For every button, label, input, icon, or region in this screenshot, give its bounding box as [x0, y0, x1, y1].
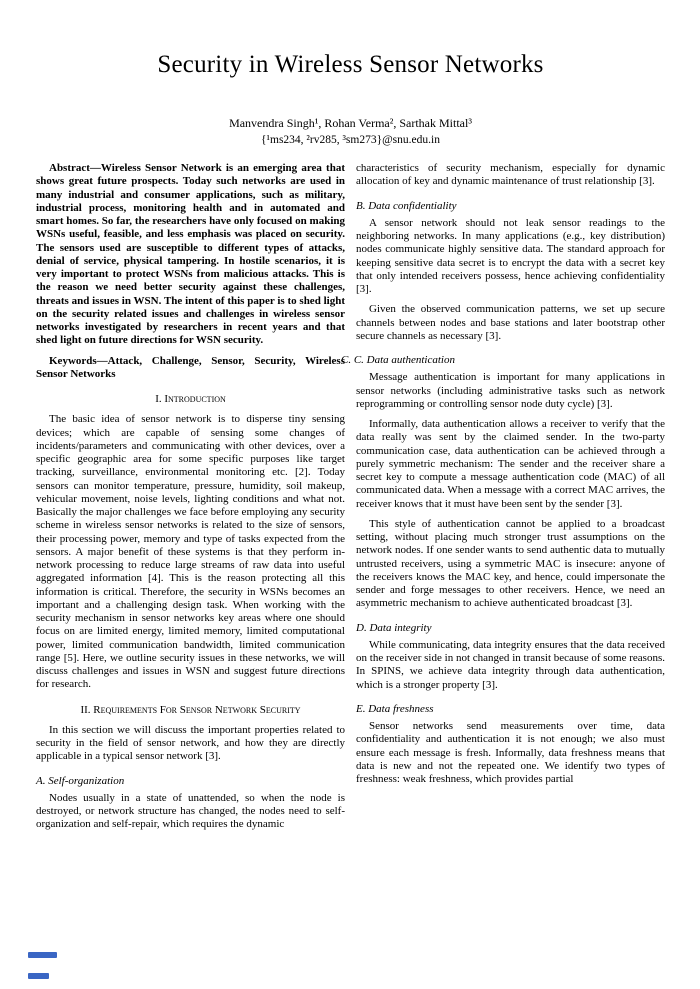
introduction-paragraph: The basic idea of sensor network is to disperse tiny sensing devices; which are capable of sensing some changes of incidents/parameters and communicating with other devices, over a specific geographic area for some specific purposes like target tracking, surveillance, environmental monitoring etc. [2]. Today sensors can monitor temperature, pressure, humidity, soil makeup, vehicular movement, noise levels, lighting conditions and what not. Basically the major challenges we face before employing any security scheme in wireless sensor networks is related to the size of sensors, their processing power, memory and type of tasks expected from the sensors. A major benefit of these systems is that they perform in-network processing to reduce large streams of raw data into useful aggregated information [4]. This is the reason protecting all this information is critical. Therefore, the security in WSNs becomes an important and a challenging design task. When working with the security mechanism in sensor networks key areas where one should focus on are limited energy, limited memory, limited computational power, limited communication bandwidth, limited communication range [5]. Here, we outline security issues in these networks, we will discuss challenges and issues in WSN and suggest future directions for research.	[36, 413, 345, 691]
paper-title: Security in Wireless Sensor Networks	[157, 51, 544, 78]
self-organization-continuation: characteristics of security mechanism, especially for dynamic allocation of key and dynamic maintenance of trust relationship [3].	[356, 162, 665, 188]
left-column	[36, 162, 345, 839]
subsection-data-freshness: E. Data freshness	[356, 702, 434, 715]
right-column	[341, 162, 665, 839]
section-heading-introduction: I. Introduction	[155, 393, 226, 405]
subsection-data-authentication: C. C. Data authentication	[341, 354, 455, 366]
two-column-body	[36, 162, 665, 839]
section-heading-requirements: II. Requirements For Sensor Network Security	[80, 703, 301, 716]
data-integrity-paragraph: While communicating, data integrity ensures that the data received on the receiver side in not changed in transit because of some reasons. In SPINS, we achieve data integrity through data authentication, which is a stronger property [3].	[356, 638, 665, 691]
data-freshness-paragraph: Sensor networks send measurements over time, data confidentiality and authentication it is not enough; we also must ensure each message is fresh. Informally, data freshness means that data is new and not the repeated one. We identify two types of freshness: weak freshness, which provides partial	[356, 720, 665, 785]
data-confidentiality-paragraph-2: Given the observed communication patterns, we set up secure channels between nodes and base stations and later bootstrap other secure channels as necessary [3].	[356, 303, 665, 342]
data-authentication-paragraph-2: Informally, data authentication allows a receiver to verify that the data really was sent by the claimed sender. In the two-party communication case, data authentication can be achieved through a purely symmetric mechanism: The sender and the receiver share a secret key to compute a message authentication code (MAC) of all communicated data. When a message with a correct MAC arrives, the receiver knows that it must have been sent by the sender [3].	[356, 418, 665, 510]
self-organization-paragraph: Nodes usually in a state of unattended, so when the node is destroyed, or network structure has changed, the nodes need to self-organization and self-repair, which requires the dynamic	[36, 791, 345, 831]
requirements-intro-paragraph: In this section we will discuss the important properties related to security in the field of sensor network, and how they are directly applicable in a typical sensor network [3].	[36, 723, 345, 763]
paper-author-emails: {¹ms234, ²rv285, ³sm273}@snu.edu.in	[261, 134, 440, 146]
abstract: Abstract—Wireless Sensor Network is an emerging area that shows great future prospects. Today such networks are used in many industrial and consumer applications, such as military, industrial process, monitoring health and in automated and smart homes. So far, the researchers have only focused on making WSNs useful, feasible, and less emphasis was placed on security. The sensors used are susceptible to different types of attacks, denial of service, physical tampering. In hostile scenarios, it is very important to protect WSNs from malicious attacks. This is the reason we need better security against these challenges, threats and issues in WSN. The intent of this paper is to shed light on the security related issues and challenges in wireless sensor networks investigated by researchers in recent years and that shed light on future directions for WSN security.	[36, 162, 345, 347]
subsection-data-confidentiality: B. Data confidentiality	[356, 199, 457, 212]
data-authentication-paragraph-3: This style of authentication cannot be applied to a broadcast setting, without placing much stronger trust assumptions on the network nodes. If one sender wants to send authentic data to mutually untrusted receivers, using a symmetric MAC is insecure: anyone of the receivers knows the MAC key, and hence, could impersonate the sender and forge messages to other receivers. Hence, we need an asymmetric mechanism to achieve authenticated broadcast [3].	[356, 517, 665, 610]
data-confidentiality-paragraph-1: A sensor network should not leak sensor readings to the neighboring networks. In many applications (e.g., key distribution) nodes communicate highly sensitive data. The standard approach for keeping sensitive data secret is to encrypt the data with a secret key that only intended receivers possess, hence achieving confidentiality [3].	[356, 216, 665, 295]
paper-authors: Manvendra Singh¹, Rohan Verma², Sarthak Mittal³	[229, 116, 472, 130]
keywords: Keywords—Attack, Challenge, Sensor, Security, Wireless Sensor Networks	[36, 354, 345, 380]
subsection-self-organization: A. Self-organization	[36, 774, 125, 787]
bottom-left-blue-mark-2	[28, 973, 49, 979]
data-authentication-paragraph-1: Message authentication is important for many applications in sensor networks (including administrative tasks such as network reprogramming or controlling sensor node duty cycle) [3].	[356, 371, 665, 410]
subsection-data-integrity: D. Data integrity	[356, 621, 432, 634]
bottom-left-blue-mark-1	[28, 952, 57, 958]
